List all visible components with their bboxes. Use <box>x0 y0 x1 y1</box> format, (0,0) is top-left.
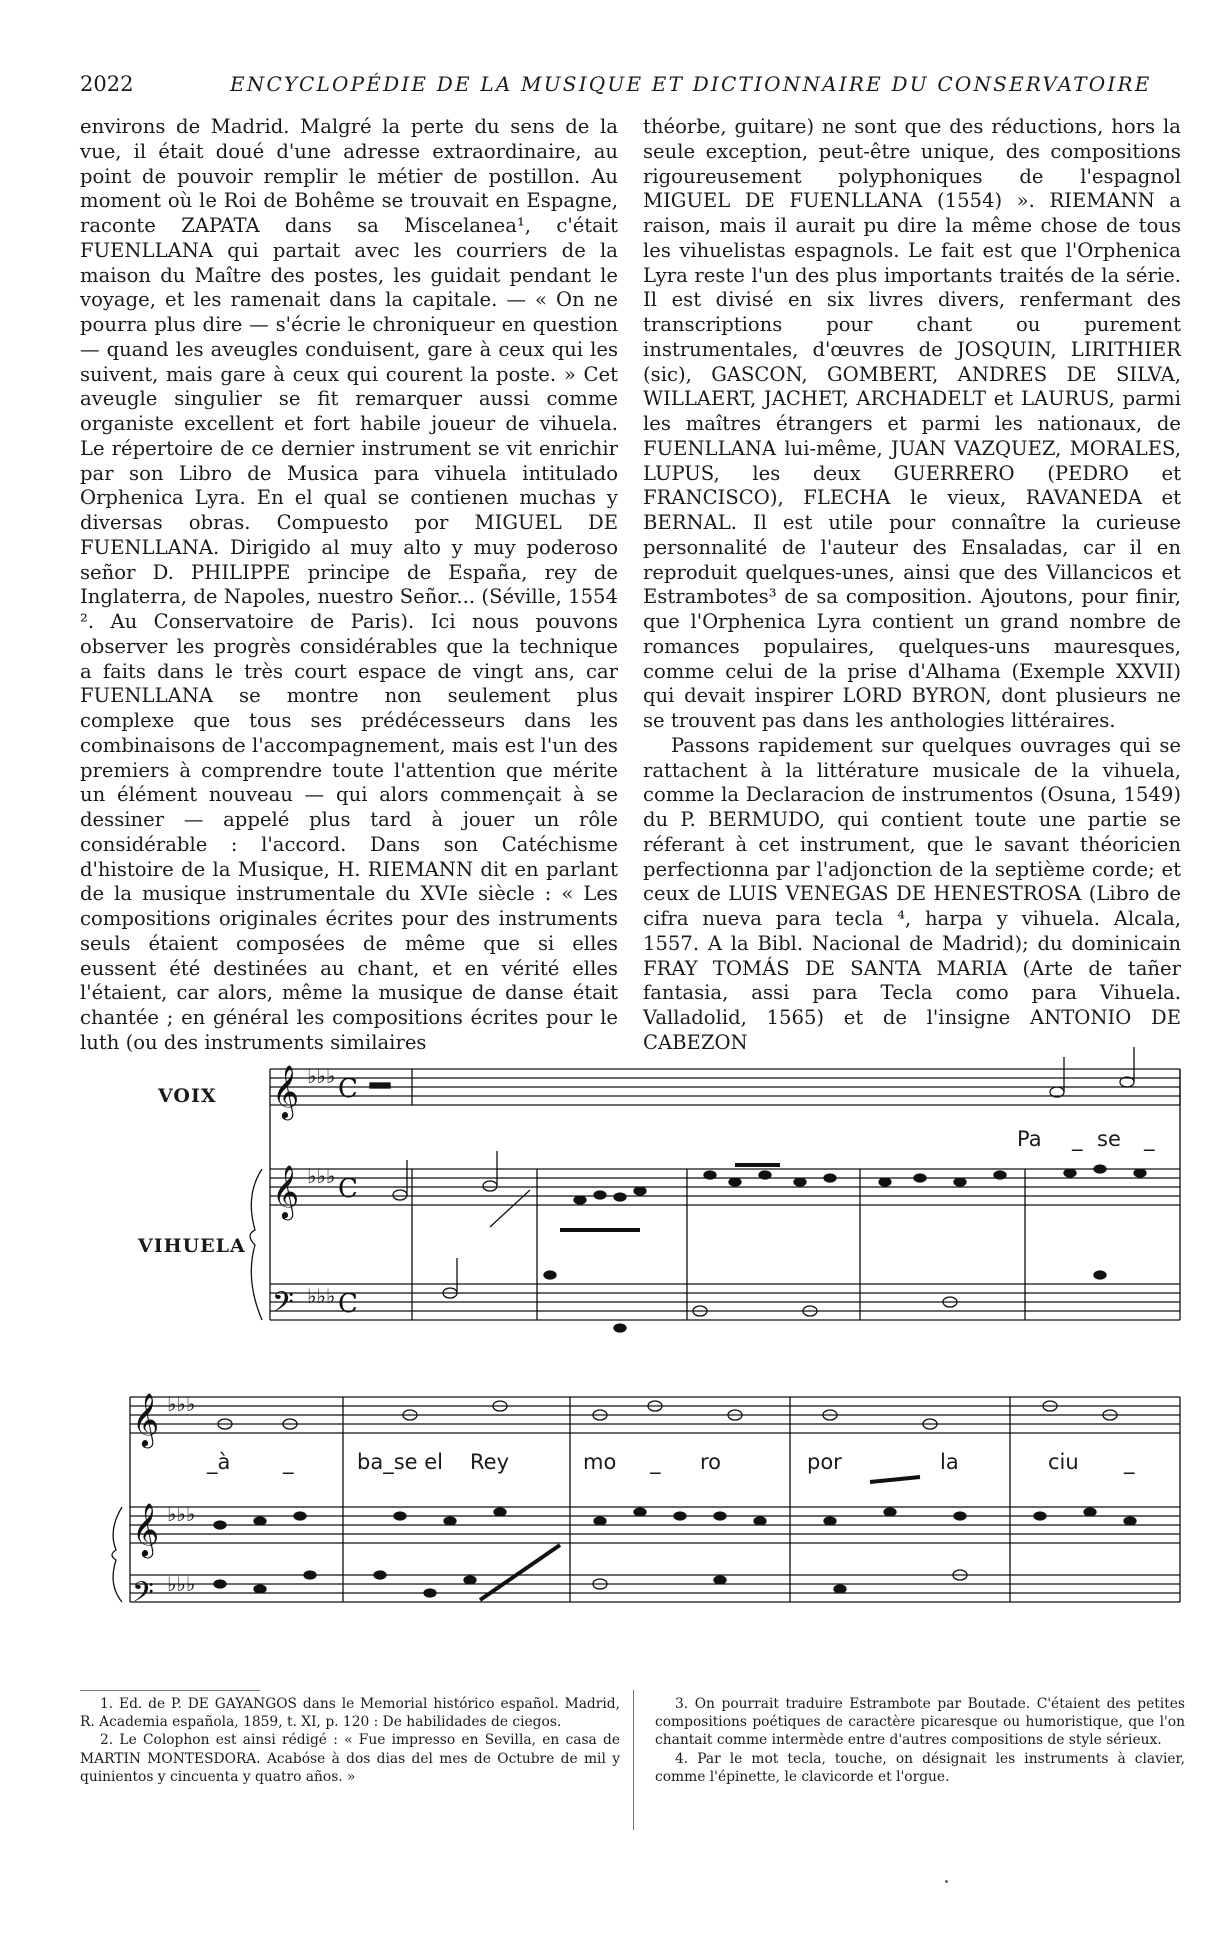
music-example <box>0 1045 1217 1605</box>
left-column <box>80 115 618 1056</box>
vihuela-label: VIHUELA <box>138 1235 246 1257</box>
lyric-syllable: _ <box>650 1450 661 1474</box>
bass-clef-icon: 𝄢 <box>132 1576 154 1605</box>
lyric-syllable: la <box>940 1450 959 1474</box>
footnotes-left <box>80 1695 620 1786</box>
lyric-syllable: ba_se el <box>357 1450 443 1474</box>
vihuela-bass-staff-2 <box>130 1575 1180 1602</box>
lyric-syllable: Rey <box>470 1450 509 1474</box>
system-2-staves <box>112 1397 1180 1602</box>
voice-staff-2 <box>130 1397 1180 1433</box>
vihuela-treble-staff-2 <box>130 1507 1180 1543</box>
voice-staff <box>270 1069 1180 1105</box>
ink-speck <box>945 1880 948 1883</box>
footnote-4: 4. Par le mot tecla, touche, on désignait les instruments à clavier, comme l'épinette, le clavicorde et l'orgue. <box>655 1750 1185 1785</box>
lyric-syllable: se <box>1097 1127 1121 1151</box>
treble-clef-icon: 𝄞 <box>272 1064 300 1118</box>
running-title: ENCYCLOPÉDIE DE LA MUSIQUE ET DICTIONNAIRE DU CONSERVATOIRE <box>230 72 1152 96</box>
time-signature: C <box>338 1289 358 1319</box>
lyric-syllable: ro <box>700 1450 722 1474</box>
lyric-syllable: ciu <box>1048 1450 1079 1474</box>
footnote-1: 1. Ed. de P. DE GAYANGOS dans le Memorial histórico español. Madrid, R. Academia española, 1859, t. XI, p. 120 : De habilidades de ciegos. <box>80 1696 620 1731</box>
lyric-syllable: mo <box>583 1450 617 1474</box>
right-paragraph-2: Passons rapidement sur quelques ouvrages qui se rattachent à la littérature musicale de la vihuela, comme la Declaracion de instrumentos (Osuna, 1549) du P. BERMUDO, qui contient toute une partie se réferant à cet instrument, que le savant théoricien perfectionna par l'adjonction de la septième corde; et ceux de LUIS VENEGAS DE HENESTROSA (Libro de cifra nueva para tecla ⁴, harpa y vihuela. Alcala, 1557. A la Bibl. Nacional de Madrid); du dominicain FRAY TOMÁS DE SANTA MARIA (Arte de tañer fantasia, assi para Tecla como para Vihuela. Valladolid, 1565) et de l'insigne ANTONIO DE CABEZON <box>643 733 1181 1054</box>
lyric-syllable: Pa <box>1017 1127 1042 1151</box>
time-signature: C <box>338 1074 358 1104</box>
time-signature: C <box>338 1174 358 1204</box>
lyric-syllable: _ <box>283 1450 294 1474</box>
lyric-syllable: por <box>807 1450 842 1474</box>
lyric-syllable: _à <box>207 1450 231 1474</box>
flat-icon: ♭♭♭ <box>307 1064 336 1088</box>
lyric-syllable: _ <box>1124 1450 1135 1474</box>
bass-clef-icon: 𝄢 <box>272 1286 294 1326</box>
footnote-column-divider <box>633 1690 634 1830</box>
flat-icon: ♭♭♭ <box>307 1164 336 1188</box>
system-1-staves <box>250 1069 1180 1320</box>
whole-rest-icon <box>370 1083 390 1088</box>
footnote-3: 3. On pourrait traduire Estrambote par Boutade. C'étaient des petites compositions poétiques de caractère picaresque ou humoristique, que l'on chantait comme intermède entre d'autres compositions de style sérieux. <box>655 1696 1185 1749</box>
flat-icon: ♭♭♭ <box>307 1284 336 1308</box>
treble-clef-icon: 𝄞 <box>132 1502 160 1556</box>
vihuela-bass-staff <box>270 1284 1180 1320</box>
footnote-rule <box>80 1690 260 1691</box>
system-1-brace <box>250 1169 262 1320</box>
page-header <box>80 72 1180 102</box>
lyric-syllable: _ <box>1144 1127 1155 1151</box>
treble-clef-icon: 𝄞 <box>272 1164 300 1218</box>
voice-label: VOIX <box>158 1085 217 1107</box>
left-paragraph-1: environs de Madrid. Malgré la perte du sens de la vue, il était doué d'une adresse extraordinaire, au point de pouvoir remplir le métier de postillon. Au moment où le Roi de Bohême se trouvait en Espagne, raconte ZAPATA dans sa Miscelanea¹, c'était FUENLLANA qui partait avec les courriers de la maison du Maître des postes, les guidait pendant le voyage, et les ramenait dans la capitale. — « On ne pourra plus dire — s'écrie le chroniqueur en question — quand les aveugles conduisent, gare à ceux qui les suivent, mais gare à ceux qui courent la poste. » Cet aveugle singulier se fit remarquer aussi comme organiste excellent et fort habile joueur de vihuela. Le répertoire de ce dernier instrument se vit enrichir par son Libro de Musica para vihuela intitulado Orphenica Lyra. En el qual se contienen muchas y diversas obras. Compuesto por MIGUEL DE FUENLLANA. Dirigido al muy alto y muy poderoso señor D. PHILIPPE principe de España, rey de Inglaterra, de Napoles, nuestro Señor... (Séville, 1554 ². Au Conservatoire de Paris). Ici nous pouvons observer les progrès considérables que la technique a faits dans le très court espace de vingt ans, car FUENLLANA se montre non seulement plus complexe que tous ses prédécesseurs dans les combinaisons de l'accompagnement, mais est l'un des premiers à comprendre toute l'attention que mérite un élément nouveau — qui alors commençait à se dessiner — appelé plus tard à jouer un rôle considérable : l'accord. Dans son Catéchisme d'histoire de la Musique, H. RIEMANN dit en parlant de la musique instrumentale du XVIe siècle : « Les compositions originales écrites pour des instruments seuls étaient composées de même que si elles eussent été destinées au chant, et en vérité elles l'étaient, car alors, même la musique de danse était chantée ; en général les compositions écrites pour le luth (ou des instruments similaires <box>80 115 618 1054</box>
footnote-2: 2. Le Colophon est ainsi rédigé : « Fue impresso en Sevilla, en casa de MARTIN MONTESDORA. Acabóse à dos dias del mes de Octubre de mil y quinientos y cincuenta y quatro años. » <box>80 1732 620 1785</box>
footnotes-right <box>655 1695 1185 1786</box>
treble-clef-icon: 𝄞 <box>132 1392 160 1446</box>
notes <box>214 1047 1146 1600</box>
right-column <box>643 115 1181 1056</box>
right-paragraph-1: théorbe, guitare) ne sont que des réductions, hors la seule exception, peut-être unique, des compositions rigoureusement polyphoniques de l'espagnol MIGUEL DE FUENLLANA (1554) ». RIEMANN a raison, mais il aurait pu dire la même chose de tous les vihuelistas espagnols. Le fait est que l'Orphenica Lyra reste l'un des plus importants traités de la série. Il est divisé en six livres divers, renfermant des transcriptions pour chant ou purement instrumentales, d'œuvres de JOSQUIN, LIRITHIER (sic), GASCON, GOMBERT, ANDRES DE SILVA, WILLAERT, JACHET, ARCHADELT et LAURUS, parmi les maîtres étrangers et parmi les nationaux, de FUENLLANA lui-même, JUAN VAZQUEZ, MORALES, LUPUS, les deux GUERRERO (PEDRO et FRANCISCO), FLECHA le vieux, RAVANEDA et BERNAL. Il est utile pour connaître la curieuse personnalité de l'auteur des Ensaladas, car il en reproduit quelques-unes, ainsi que des Villancicos et Estrambotes³ de sa composition. Ajoutons, pour finir, que l'Orphenica Lyra contient un grand nombre de romances populaires, quelques-uns mauresques, comme celui de la prise d'Alhama (Exemple XXVII) qui devait inspirer LORD BYRON, dont plusieurs ne se trouvent pas dans les anthologies littéraires. <box>643 115 1181 732</box>
clefs-and-keys <box>132 1064 358 1605</box>
flat-icon: ♭♭♭ <box>167 1502 196 1526</box>
flat-icon: ♭♭♭ <box>167 1572 196 1596</box>
page-number: 2022 <box>80 72 134 96</box>
flat-icon: ♭♭♭ <box>167 1392 196 1416</box>
system-2-brace <box>112 1507 122 1602</box>
lyric-syllable: _ <box>1072 1127 1083 1151</box>
